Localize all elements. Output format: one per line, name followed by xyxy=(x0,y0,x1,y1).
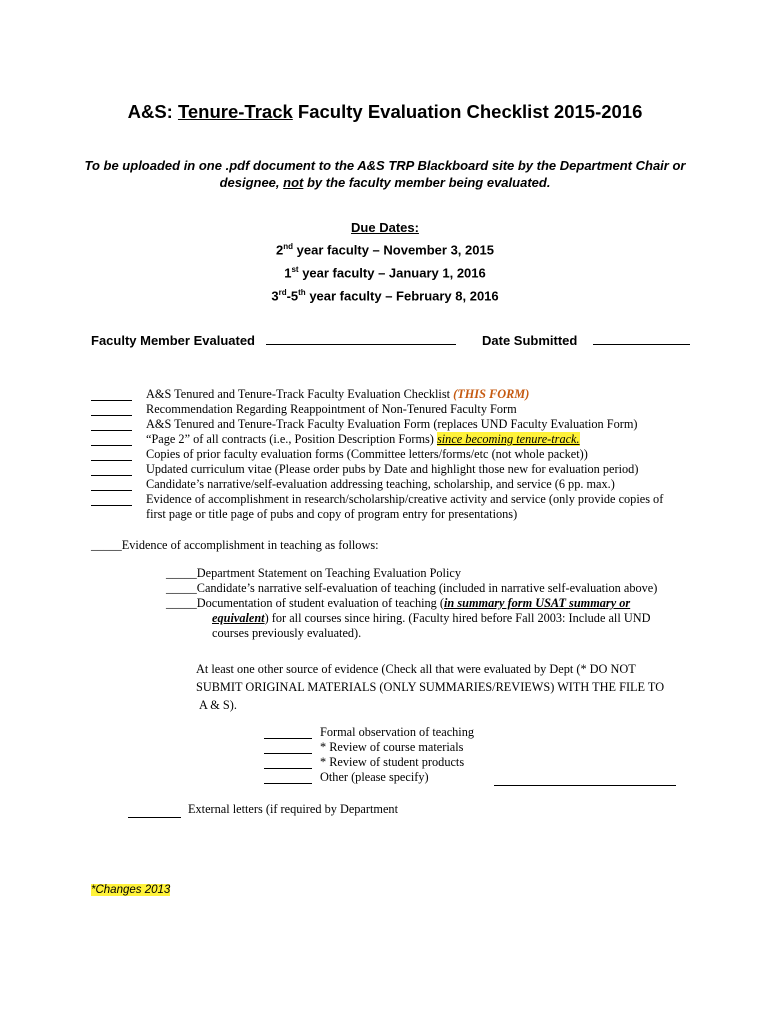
teaching-item-3: _____Documentation of student evaluation of teaching (in summary form USAT summary or xyxy=(166,596,631,610)
option-course-materials: * Review of course materials xyxy=(320,740,464,754)
checkbox-blank-5[interactable] xyxy=(91,460,132,461)
date-submitted-label: Date Submitted xyxy=(482,333,578,348)
checkbox-blank-6[interactable] xyxy=(91,475,132,476)
option-other: Other (please specify) xyxy=(320,770,429,784)
teaching-item-3-cont: equivalent) for all courses since hiring. (Faculty hired before Fall 2003: Include all UND courses previously evaluated). xyxy=(212,611,651,640)
checkbox-blank-7[interactable] xyxy=(91,490,132,491)
upload-instructions: To be uploaded in one .pdf document to the A&S TRP Blackboard site by the Department Chair or designee, not by the faculty member being evaluated. xyxy=(84,158,686,190)
other-specify-input[interactable] xyxy=(494,785,676,786)
observation-blank[interactable] xyxy=(264,738,312,739)
date-submitted-input[interactable] xyxy=(593,344,690,345)
checklist-item-6: Updated curriculum vitae (Please order pubs by Date and highlight those new for evaluation period) xyxy=(146,462,639,476)
due-date-3rd-5th-year: 3rd-5th year faculty – February 8, 2016 xyxy=(271,288,499,304)
checklist-item-5: Copies of prior faculty evaluation forms (Committee letters/forms/etc (not whole packet)) xyxy=(146,447,588,461)
checklist-item-7: Candidate’s narrative/self-evaluation addressing teaching, scholarship, and service (6 pp. max.) xyxy=(146,477,615,491)
external-letters-item: External letters (if required by Department xyxy=(188,802,398,816)
checklist-item-8: Evidence of accomplishment in research/scholarship/creative activity and service (only provide copies of first page or title page of pubs and copy of program entry for presentations) xyxy=(146,492,664,521)
checkbox-blank-2[interactable] xyxy=(91,415,132,416)
checkbox-blank-3[interactable] xyxy=(91,430,132,431)
other-evidence-instructions: At least one other source of evidence (Check all that were evaluated by Dept (* DO NOT SUBMIT ORIGINAL MATERIALS (ONLY SUMMARIES/REVIEWS) WITH THE FILE TO A & S). xyxy=(196,662,665,712)
option-student-products: * Review of student products xyxy=(320,755,465,769)
course-materials-blank[interactable] xyxy=(264,753,312,754)
due-date-1st-year: 1st year faculty – January 1, 2016 xyxy=(284,265,486,281)
this-form-note: (THIS FORM) xyxy=(453,387,530,401)
checkbox-blank-4[interactable] xyxy=(91,445,132,446)
student-products-blank[interactable] xyxy=(264,768,312,769)
faculty-member-label: Faculty Member Evaluated xyxy=(91,333,255,348)
changes-note: *Changes 2013 xyxy=(91,884,171,896)
option-formal-observation: Formal observation of teaching xyxy=(320,725,475,739)
other-blank[interactable] xyxy=(264,783,312,784)
checkbox-blank-8[interactable] xyxy=(91,505,132,506)
teaching-item-2: _____Candidate’s narrative self-evaluation of teaching (included in narrative self-evaluation above) xyxy=(166,581,658,595)
checkbox-blank-1[interactable] xyxy=(91,400,132,401)
teaching-item-1: _____Department Statement on Teaching Evaluation Policy xyxy=(166,566,461,580)
checklist-item-4: “Page 2” of all contracts (i.e., Position Description Forms) since becoming tenure-track. xyxy=(146,432,580,446)
checklist-item-1: A&S Tenured and Tenure-Track Faculty Evaluation Checklist (THIS FORM) xyxy=(146,387,530,401)
due-dates-heading: Due Dates: xyxy=(351,220,419,235)
checklist-item-3: A&S Tenured and Tenure-Track Faculty Evaluation Form (replaces UND Faculty Evaluation Form) xyxy=(146,417,638,431)
teaching-evidence-heading: _____Evidence of accomplishment in teaching as follows: xyxy=(91,538,379,552)
due-date-2nd-year: 2nd year faculty – November 3, 2015 xyxy=(276,242,494,258)
external-letters-blank[interactable] xyxy=(128,817,181,818)
checklist-item-2: Recommendation Regarding Reappointment of Non-Tenured Faculty Form xyxy=(146,402,517,416)
document-title: A&S: Tenure-Track Faculty Evaluation Checklist 2015-2016 xyxy=(127,101,643,122)
faculty-member-input[interactable] xyxy=(266,344,456,345)
tenure-track-highlight: since becoming tenure-track. xyxy=(436,432,580,446)
